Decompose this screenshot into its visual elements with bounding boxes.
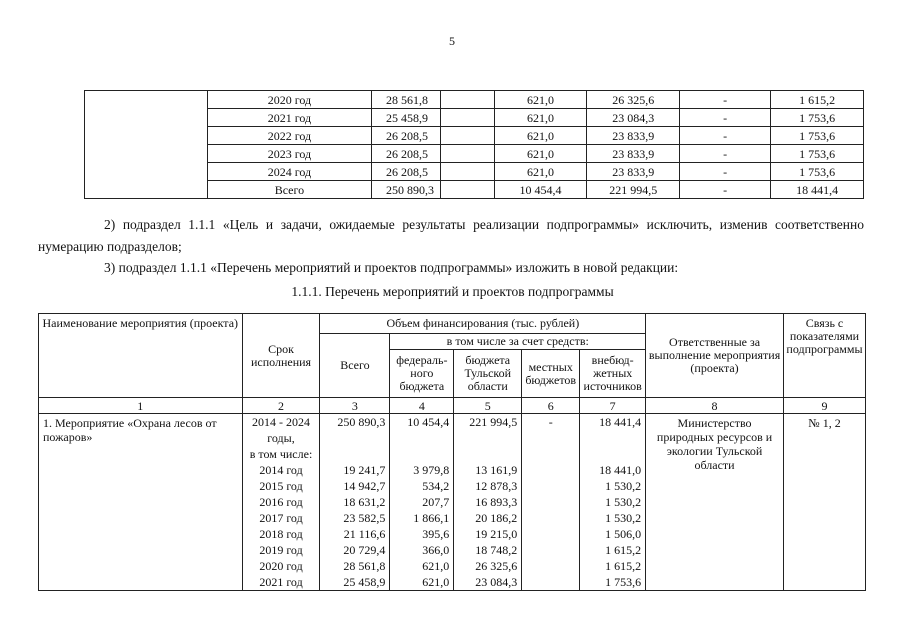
- total-cell: [320, 414, 390, 591]
- top-cell-blank: [85, 91, 208, 199]
- regional-line: [454, 446, 521, 462]
- term-line: 2014 - 2024: [252, 415, 311, 429]
- regional-line: 12 878,3: [475, 479, 518, 493]
- top-cell-other: 1 753,6: [771, 109, 864, 127]
- term-line: 2018 год: [259, 527, 303, 541]
- total-line: 25 458,9: [343, 575, 386, 589]
- header-link: Связь с показателями подпрограммы: [783, 314, 865, 398]
- top-cell-year: 2023 год: [207, 145, 371, 163]
- responsible-cell: Министерство природных ресурсов и экологии Тульской области: [646, 414, 784, 591]
- other-line: 1 506,0: [605, 527, 642, 541]
- column-number: 1: [39, 398, 243, 414]
- top-cell-spacer: [441, 127, 495, 145]
- total-line: [320, 430, 389, 446]
- other-cell: [580, 414, 646, 591]
- term-line: 2015 год: [259, 479, 303, 493]
- term-line: годы,: [267, 431, 295, 445]
- federal-line: 621,0: [422, 575, 450, 589]
- federal-line: 1 866,1: [413, 511, 450, 525]
- top-cell-federal: 621,0: [494, 91, 587, 109]
- top-cell-regional: 23 833,9: [587, 127, 680, 145]
- other-line: 1 530,2: [605, 511, 642, 525]
- term-line: 2014 год: [259, 463, 303, 477]
- top-cell-regional: 221 994,5: [587, 181, 680, 199]
- federal-line: 621,0: [422, 559, 450, 573]
- federal-line: 10 454,4: [407, 415, 450, 429]
- top-cell-total: 26 208,5: [371, 145, 440, 163]
- header-including: в том числе за счет средств:: [390, 334, 646, 350]
- top-cell-spacer: [441, 145, 495, 163]
- section-title: 1.1.1. Перечень мероприятий и проектов подпрограммы: [291, 284, 614, 299]
- regional-line: 13 161,9: [475, 463, 518, 477]
- top-cell-other: 1 753,6: [771, 163, 864, 181]
- top-cell-spacer: [441, 109, 495, 127]
- federal-cell: [390, 414, 454, 591]
- other-line: [580, 446, 645, 462]
- term-line: в том числе:: [249, 447, 313, 461]
- total-line: 23 582,5: [343, 511, 386, 525]
- top-cell-other: 1 615,2: [771, 91, 864, 109]
- top-cell-total: 26 208,5: [371, 127, 440, 145]
- top-cell-federal: 621,0: [494, 163, 587, 181]
- federal-line: [390, 430, 453, 446]
- top-cell-local: -: [680, 127, 771, 145]
- header-responsible: Ответственные за выполнение мероприятия (проекта): [646, 314, 784, 398]
- other-line: 1 530,2: [605, 479, 642, 493]
- top-cell-federal: 621,0: [494, 109, 587, 127]
- top-cell-local: -: [680, 91, 771, 109]
- regional-line: 221 994,5: [469, 415, 518, 429]
- top-cell-other: 1 753,6: [771, 127, 864, 145]
- top-cell-other: 18 441,4: [771, 181, 864, 199]
- top-table-row: [85, 91, 864, 109]
- top-cell-year: Всего: [207, 181, 371, 199]
- term-line: 2017 год: [259, 511, 303, 525]
- top-cell-federal: 10 454,4: [494, 181, 587, 199]
- header-local: местных бюджетов: [522, 350, 580, 398]
- federal-line: 207,7: [422, 495, 450, 509]
- column-number: 5: [454, 398, 522, 414]
- header-total: Всего: [320, 334, 390, 398]
- paragraph-3: 3) подраздел 1.1.1 «Перечень мероприятий и проектов подпрограммы» изложить в новой редакции:: [104, 260, 679, 275]
- regional-cell: [454, 414, 522, 591]
- top-cell-federal: 621,0: [494, 145, 587, 163]
- term-line: 2019 год: [259, 543, 303, 557]
- federal-line: [390, 446, 453, 462]
- federal-line: 366,0: [422, 543, 450, 557]
- top-cell-federal: 621,0: [494, 127, 587, 145]
- top-cell-local: -: [680, 181, 771, 199]
- top-cell-total: 25 458,9: [371, 109, 440, 127]
- top-cell-year: 2020 год: [207, 91, 371, 109]
- column-number: 9: [783, 398, 865, 414]
- measures-table: [38, 313, 866, 591]
- top-funding-table: [84, 90, 864, 199]
- header-name: Наименование мероприятия (проекта): [39, 314, 243, 398]
- column-number: 2: [242, 398, 320, 414]
- other-line: 18 441,0: [599, 463, 642, 477]
- header-federal: федераль-ного бюджета: [390, 350, 454, 398]
- total-line: [320, 446, 389, 462]
- top-cell-total: 26 208,5: [371, 163, 440, 181]
- top-cell-local: -: [680, 163, 771, 181]
- federal-line: 534,2: [422, 479, 450, 493]
- regional-line: 23 084,3: [475, 575, 518, 589]
- column-number: 8: [646, 398, 784, 414]
- column-number: 7: [580, 398, 646, 414]
- column-number: 6: [522, 398, 580, 414]
- paragraph-2: 2) подраздел 1.1.1 «Цель и задачи, ожидаемые результаты реализации подпрограммы» исключить, изменив соответственно нумерацию подразделов;: [38, 217, 864, 254]
- top-cell-regional: 26 325,6: [587, 91, 680, 109]
- top-cell-year: 2024 год: [207, 163, 371, 181]
- column-number: 4: [390, 398, 454, 414]
- regional-line: 19 215,0: [475, 527, 518, 541]
- measure-name: 1. Мероприятие «Охрана лесов от пожаров»: [39, 414, 243, 591]
- total-line: 28 561,8: [343, 559, 386, 573]
- other-line: 1 753,6: [605, 575, 642, 589]
- total-line: 18 631,2: [343, 495, 386, 509]
- total-line: 21 116,6: [343, 527, 386, 541]
- regional-line: [454, 430, 521, 446]
- regional-line: 18 748,2: [475, 543, 518, 557]
- total-line: 19 241,7: [343, 463, 386, 477]
- header-term: Срок исполнения: [242, 314, 320, 398]
- term-cell: [242, 414, 320, 591]
- total-line: 20 729,4: [343, 543, 386, 557]
- federal-line: 395,6: [422, 527, 450, 541]
- local-cell: -: [522, 414, 580, 591]
- top-cell-total: 250 890,3: [371, 181, 440, 199]
- top-cell-other: 1 753,6: [771, 145, 864, 163]
- top-cell-spacer: [441, 163, 495, 181]
- top-cell-spacer: [441, 181, 495, 199]
- top-cell-regional: 23 833,9: [587, 163, 680, 181]
- top-cell-local: -: [680, 109, 771, 127]
- regional-line: 20 186,2: [475, 511, 518, 525]
- total-line: 14 942,7: [343, 479, 386, 493]
- other-line: 1 615,2: [605, 543, 642, 557]
- term-line: 2020 год: [259, 559, 303, 573]
- regional-line: 26 325,6: [475, 559, 518, 573]
- other-line: 18 441,4: [599, 415, 642, 429]
- other-line: 1 615,2: [605, 559, 642, 573]
- total-line: 250 890,3: [337, 415, 386, 429]
- top-cell-local: -: [680, 145, 771, 163]
- other-line: 1 530,2: [605, 495, 642, 509]
- header-regional: бюджета Тульской области: [454, 350, 522, 398]
- top-cell-year: 2021 год: [207, 109, 371, 127]
- header-other: внебюд-жетных источников: [580, 350, 646, 398]
- top-cell-regional: 23 833,9: [587, 145, 680, 163]
- top-cell-regional: 23 084,3: [587, 109, 680, 127]
- top-cell-year: 2022 год: [207, 127, 371, 145]
- federal-line: 3 979,8: [413, 463, 450, 477]
- term-line: 2021 год: [259, 575, 303, 589]
- top-cell-spacer: [441, 91, 495, 109]
- other-line: [580, 430, 645, 446]
- term-line: 2016 год: [259, 495, 303, 509]
- page-number: 5: [449, 34, 455, 48]
- column-number: 3: [320, 398, 390, 414]
- header-funding: Объем финансирования (тыс. рублей): [320, 314, 646, 334]
- top-cell-total: 28 561,8: [371, 91, 440, 109]
- link-cell: № 1, 2: [783, 414, 865, 591]
- regional-line: 16 893,3: [475, 495, 518, 509]
